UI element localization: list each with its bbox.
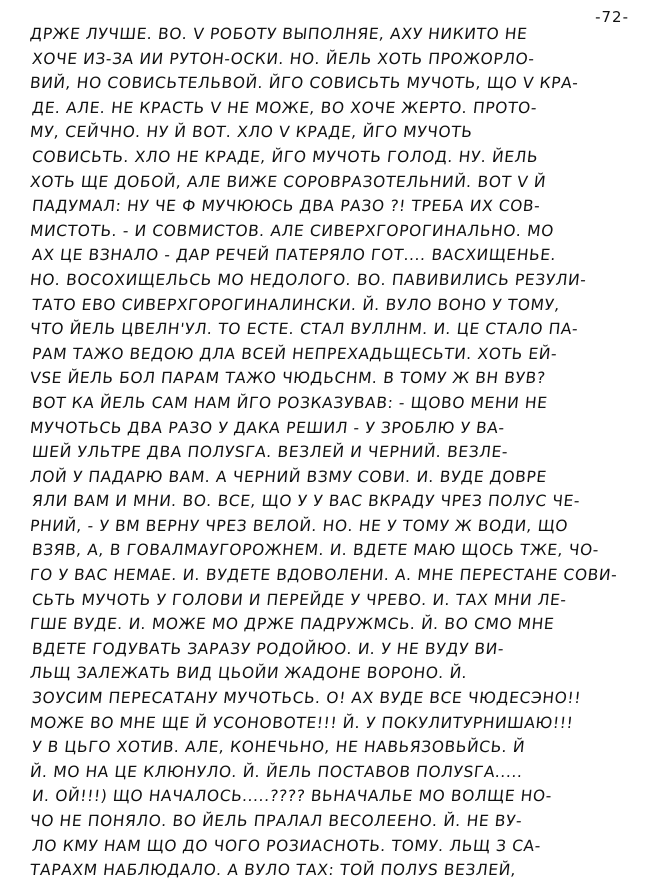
handwritten-text-block: [30, 22, 630, 883]
text-line: ХОЧЕ ИЗ-ЗА ИИ РУТОН-ОСКИ. НО. ЙЕЛЬ ХОТЬ ПРОЖОРЛО-: [31, 49, 536, 68]
text-line: ТАТО ЕВО СИВЕРХГОРОГИНАЛИНСКИ. Й. ВУЛО ВОНО У ТОМУ,: [31, 295, 562, 314]
text-line: ВДЕТЕ ГОДУВАТЬ ЗАРАЗУ РОДОЙЮО. И. У НЕ ВУДУ ВИ-: [31, 639, 506, 658]
text-line: ВИЙ, НО СОВИСЬТЕЛЬВОЙ. ЙГО СОВИСЬТЬ МУЧОТЬ, ЩО V КРА-: [29, 74, 580, 93]
text-line: У В ЦЬГО ХОТИВ. АЛЕ, КОНЕЧЬНО, НЕ НАВЬЯЗОВЬЙСЬ. Й: [31, 738, 527, 757]
text-line: ЛЬЩ ЗАЛЕЖАТЬ ВИД ЦЬОЙИ ЖАДОНЕ ВОРОНО. Й.: [29, 664, 469, 683]
text-line: ВОТ КА ЙЕЛЬ САМ НАМ ЙГО РОЗКАЗУВАВ: - ЩОВО МЕНИ НЕ: [31, 393, 549, 412]
text-line: И. ОЙ!!!) ЩО НАЧАЛОСЬ.....???? ВЬНАЧАЛЬЕ МО ВОЛЩЕ НО-: [31, 787, 553, 806]
text-line: VSЕ ЙЕЛЬ БОЛ ПАРАМ ТАЖО ЧЮДЬСНМ. В ТОМУ Ж ВН ВУВ?: [29, 369, 547, 388]
text-line: МОЖЕ ВО МНЕ ЩЕ Й УСОНОВОТЕ!!! Й. У ПОКУЛИТУРНИШАЮ!!!: [29, 713, 575, 732]
text-line: ЧО НЕ ПОНЯЛО. ВО ЙЕЛЬ ПРАЛАЛ ВЕСОЛЕЕНО. Й. НЕ ВУ-: [29, 812, 524, 830]
text-line: МУ, СЕЙЧНО. НУ Й ВОТ. ХЛО V КРАДЕ, ЙГО МУЧОТЬ: [29, 123, 474, 142]
text-line: Й. МО НА ЦЕ КЛЮНУЛО. Й. ЙЕЛЬ ПОСТАВОВ ПОЛУSГА.....: [29, 762, 524, 781]
text-line: ЛО КМУ НАМ ЩО ДО ЧОГО РОЗИАСНОТЬ. ТОМУ. ЛЬЩ З СА-: [31, 836, 542, 855]
text-line: СЬТЬ МУЧОТЬ У ГОЛОВИ И ПЕРЕЙДЕ У ЧРЕВО. И. ТАХ МНИ ЛЕ-: [31, 590, 568, 609]
text-line: ЛОЙ У ПАДАРЮ ВАМ. А ЧЕРНИЙ ВЗМУ СОВИ. И. ВУДЕ ДОВРЕ: [29, 467, 548, 486]
text-line: ТАРАХМ НАБЛЮДАЛО. А ВУЛО ТАХ: ТОЙ ПОЛУS ВЕЗЛЕЙ,: [29, 861, 518, 880]
text-line: ЧТО ЙЕЛЬ ЦВЕЛН'УЛ. ТО ЕСТЕ. СТАЛ ВУЛЛНМ. И. ЦЕ СТАЛО ПА-: [29, 320, 580, 339]
text-line: ПАДУМАЛ: НУ ЧЕ Ф МУЧЮЮСЬ ДВА РАЗО ?! ТРЕБА ИХ СОВ-: [31, 197, 542, 216]
text-line: ГШЕ ВУДЕ. И. МОЖЕ МО ДРЖЕ ПАДРУЖМСЬ. Й. ВО СМО МНЕ: [29, 615, 556, 634]
text-line: ГО У ВАС НЕМАЕ. И. ВУДЕТЕ ВДОВОЛЕНИ. А. МНЕ ПЕРЕСТАНЕ СОВИ-: [29, 566, 619, 585]
text-line: ШЕЙ УЛЬТРЕ ДВА ПОЛУSГА. ВЕЗЛЕЙ И ЧЕРНИЙ. ВЕЗЛЕ-: [31, 443, 510, 462]
text-line: ДРЖЕ ЛУЧШЕ. ВО. V РОБОТУ ВЫПОЛНЯЕ, АХУ НИКИТО НЕ: [29, 25, 529, 43]
text-line: ХОТЬ ЩЕ ДОБОЙ, АЛЕ ВИЖЕ СОРОВРАЗОТЕЛЬНИЙ. ВОТ V Й: [29, 172, 548, 191]
text-line: ЯЛИ ВАМ И МНИ. ВО. ВСЕ, ЩО У У ВАС ВКРАДУ ЧРЕЗ ПОЛУС ЧЕ-: [31, 492, 582, 511]
text-line: НО. ВОСОХИЩЕЛЬСЬ МО НЕДОЛОГО. ВО. ПАВИВИЛИСЬ РЕЗУЛИ-: [29, 270, 588, 289]
text-line: РНИЙ, - У ВМ ВЕРНУ ЧРЕЗ ВЕЛОЙ. НО. НЕ У ТОМУ Ж ВОДИ, ЩО: [29, 516, 570, 535]
text-line: РАМ ТАЖО ВЕДОЮ ДЛА ВСЕЙ НЕПРЕХАДЬЩЕСЬТИ. ХОТЬ ЕЙ-: [31, 344, 559, 363]
text-line: ВЗЯВ, А, В ГОВАЛМАУГОРОЖНЕМ. И. ВДЕТЕ МАЮ ЩОСЬ ТЖЕ, ЧО-: [31, 541, 600, 560]
text-line: МУЧОТЬСЬ ДВА РАЗО У ДАКА РЕШИЛ - У ЗРОБЛЮ У ВА-: [29, 418, 506, 437]
text-line: СОВИСЬТЬ. ХЛО НЕ КРАДЕ, ЙГО МУЧОТЬ ГОЛОД. НУ. ЙЕЛЬ: [31, 147, 540, 166]
text-line: ЗОУСИМ ПЕРЕСАТАНУ МУЧОТЬСЬ. О! АХ ВУДЕ ВСЕ ЧЮДЕСЭНО!!: [31, 689, 583, 708]
page-number: -72-: [595, 8, 629, 26]
text-line: МИСТОТЬ. - И СОВМИСТОВ. АЛЕ СИВЕРХГОРОГИНАЛЬНО. МО: [29, 221, 555, 240]
text-line: АХ ЦЕ ВЗНАЛО - ДАР РЕЧЕЙ ПАТЕРЯЛО ГОТ.... ВАСХИЩЕНЬЕ.: [31, 246, 558, 265]
text-line: ДЕ. АЛЕ. НЕ КРАСТЬ V НЕ МОЖЕ, ВО ХОЧЕ ЖЕРТО. ПРОТО-: [31, 98, 538, 117]
